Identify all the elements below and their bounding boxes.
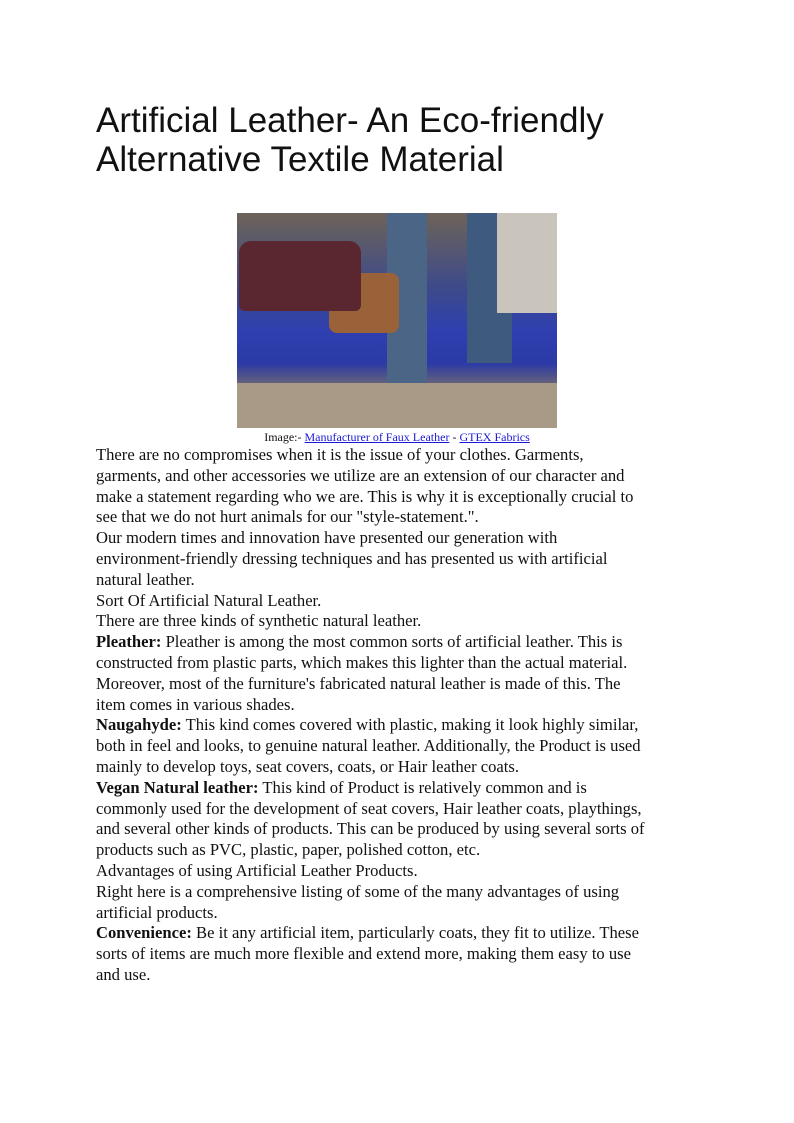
paragraph xyxy=(96,778,716,861)
caption-separator: - xyxy=(449,430,460,444)
paragraph-line xyxy=(96,632,716,653)
paragraph-line: Right here is a comprehensive listing of some of the many advantages of using xyxy=(96,881,620,901)
paragraph-line: and use. xyxy=(96,964,151,984)
paragraph-line: both in feel and looks, to genuine natural leather. Additionally, the Product is used xyxy=(96,736,641,756)
photo-coat xyxy=(497,213,557,313)
article-body xyxy=(96,445,716,986)
paragraph-line: environment-friendly dressing techniques and has presented us with artificial xyxy=(96,548,608,568)
paragraph xyxy=(96,923,716,985)
page-title xyxy=(96,101,736,179)
paragraph-line: There are three kinds of synthetic natural leather. xyxy=(96,611,422,631)
paragraph-text: This kind comes covered with plastic, making it look highly similar, xyxy=(181,715,639,735)
paragraph xyxy=(96,445,716,528)
paragraph xyxy=(96,715,716,777)
paragraph-line: Our modern times and innovation have presented our generation with xyxy=(96,528,558,548)
paragraph-line: artificial products. xyxy=(96,902,218,922)
paragraph-lead: Convenience: xyxy=(96,923,192,943)
paragraph-line: mainly to develop toys, seat covers, coats, or Hair leather coats. xyxy=(96,756,520,776)
paragraph-line: sorts of items are much more flexible and extend more, making them easy to use xyxy=(96,944,631,964)
paragraph-line: There are no compromises when it is the issue of your clothes. Garments, xyxy=(96,445,584,464)
manufacturer-link[interactable]: Manufacturer of Faux Leather xyxy=(304,430,450,444)
paragraph-text: Pleather is among the most common sorts of artificial leather. This is xyxy=(161,632,623,652)
article-photo xyxy=(237,213,557,428)
paragraph-line xyxy=(96,923,716,944)
paragraph-lead: Pleather: xyxy=(96,632,162,652)
paragraph-line: and several other kinds of products. This can be produced by using several sorts of xyxy=(96,819,645,839)
paragraph-line: constructed from plastic parts, which makes this lighter than the actual material. xyxy=(96,652,628,672)
paragraph-line: commonly used for the development of seat covers, Hair leather coats, playthings, xyxy=(96,798,642,818)
paragraph-lead: Vegan Natural leather: xyxy=(96,777,259,797)
paragraph-line: natural leather. xyxy=(96,569,195,589)
title-line: Alternative Textile Material xyxy=(96,140,504,179)
paragraph-text: Be it any artificial item, particularly coats, they fit to utilize. These xyxy=(191,923,639,943)
paragraph-line: Moreover, most of the furniture's fabricated natural leather is made of this. The xyxy=(96,673,621,693)
paragraph-line: Sort Of Artificial Natural Leather. xyxy=(96,590,322,610)
paragraph-lead: Naugahyde: xyxy=(96,715,182,735)
paragraph xyxy=(96,861,716,882)
paragraph xyxy=(96,611,716,632)
paragraph-line: Advantages of using Artificial Leather Products. xyxy=(96,860,418,880)
image-caption xyxy=(0,430,794,445)
paragraph-line: see that we do not hurt animals for our "style-statement.". xyxy=(96,507,479,527)
paragraph-line: item comes in various shades. xyxy=(96,694,295,714)
gtex-link[interactable]: GTEX Fabrics xyxy=(459,430,530,444)
paragraph-line: garments, and other accessories we utilize are an extension of our character and xyxy=(96,465,625,485)
paragraph-line: products such as PVC, plastic, paper, polished cotton, etc. xyxy=(96,840,481,860)
paragraph xyxy=(96,632,716,715)
paragraph-text: This kind of Product is relatively common and is xyxy=(258,777,587,797)
photo-burgundy-bag xyxy=(239,241,361,311)
paragraph-line: make a statement regarding who we are. This is why it is exceptionally crucial to xyxy=(96,486,634,506)
paragraph xyxy=(96,591,716,612)
paragraph xyxy=(96,882,716,924)
title-line: Artificial Leather- An Eco-friendly xyxy=(96,101,604,140)
caption-prefix: Image:- xyxy=(264,430,305,444)
photo-floor xyxy=(237,383,557,428)
paragraph xyxy=(96,528,716,590)
paragraph-line xyxy=(96,778,716,799)
paragraph-line xyxy=(96,715,716,736)
